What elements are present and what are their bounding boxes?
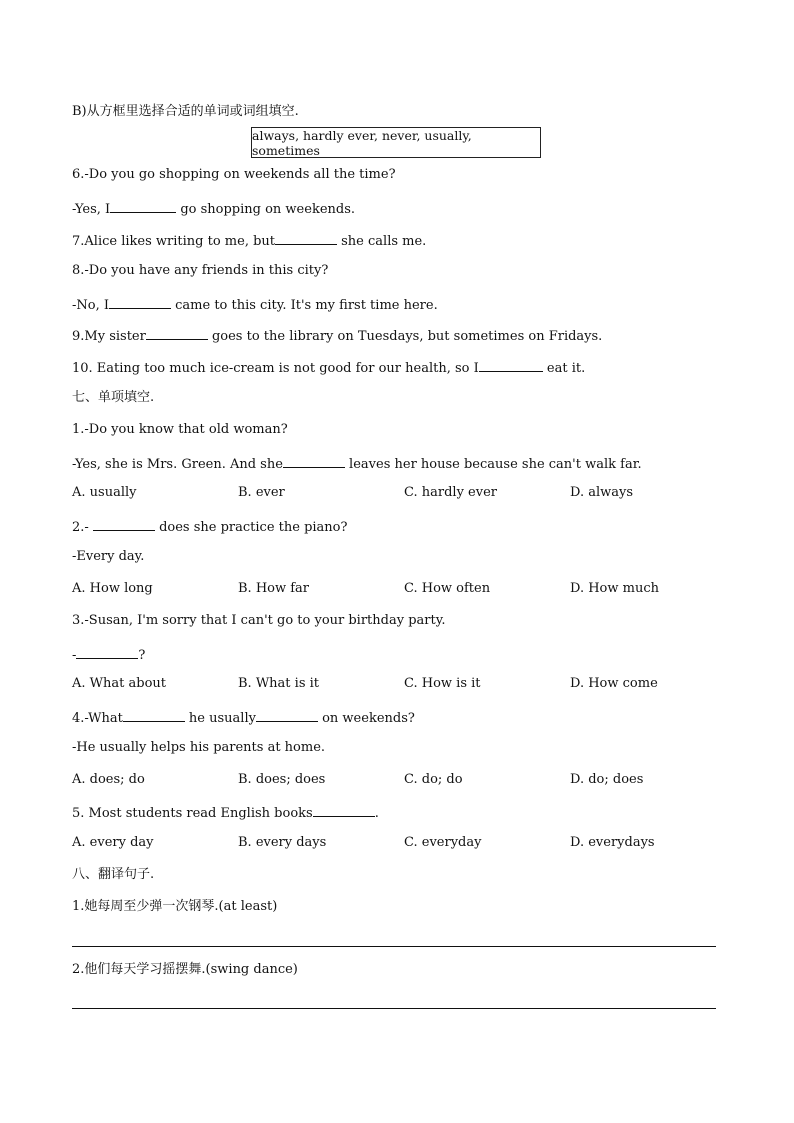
mc1-answer — [72, 454, 642, 473]
mc1-answer-pre: -Yes, she is Mrs. Green. And she — [72, 457, 283, 472]
q8-question: 8.-Do you have any friends in this city? — [72, 263, 329, 278]
q8-answer-pre: -No, I — [72, 298, 109, 313]
mc3-blank[interactable] — [76, 645, 138, 659]
mc4-option-d[interactable]: D. do; does — [570, 772, 644, 787]
mc3-option-d[interactable]: D. How come — [570, 676, 658, 691]
mc4-option-b[interactable]: B. does; does — [238, 772, 326, 787]
q7-post: she calls me. — [337, 234, 427, 249]
mc2-option-a[interactable]: A. How long — [72, 581, 153, 596]
word-box: always, hardly ever, never, usually, sometimes — [251, 127, 541, 158]
q9-post: goes to the library on Tuesdays, but sometimes on Fridays. — [207, 329, 603, 344]
q6-answer-pre: -Yes, I — [72, 202, 111, 217]
q6-answer-post: go shopping on weekends. — [176, 202, 356, 217]
q9-blank[interactable] — [146, 326, 208, 340]
mc4-blank-2[interactable] — [256, 708, 318, 722]
translate-q2-answer-line[interactable] — [72, 1008, 716, 1009]
mc3-answer — [72, 645, 145, 664]
translate-q1-answer-line[interactable] — [72, 946, 716, 947]
mc4-answer: -He usually helps his parents at home. — [72, 740, 326, 755]
mc1-answer-post: leaves her house because she can't walk far. — [344, 457, 642, 472]
mc1-option-d[interactable]: D. always — [570, 485, 634, 500]
q10-post: eat it. — [542, 361, 586, 376]
mc1-blank[interactable] — [283, 454, 345, 468]
mc2-option-c[interactable]: C. How often — [404, 581, 491, 596]
mc2-answer: -Every day. — [72, 549, 145, 564]
q9 — [72, 326, 602, 345]
mc5-question-pre: 5. Most students read English books — [72, 806, 313, 821]
q10 — [72, 358, 585, 377]
q7-blank[interactable] — [275, 231, 337, 245]
section-b-title: B)从方框里选择合适的单词或词组填空. — [72, 104, 299, 119]
mc4-blank-1[interactable] — [123, 708, 185, 722]
q6-answer — [72, 199, 355, 218]
mc4-option-a[interactable]: A. does; do — [72, 772, 145, 787]
q10-blank[interactable] — [479, 358, 543, 372]
mc1-question: 1.-Do you know that old woman? — [72, 422, 288, 437]
translate-q1: 1.她每周至少弹一次钢琴.(at least) — [72, 899, 278, 914]
mc2-blank[interactable] — [93, 517, 155, 531]
mc3-question: 3.-Susan, I'm sorry that I can't go to your birthday party. — [72, 613, 446, 628]
mc2-option-b[interactable]: B. How far — [238, 581, 310, 596]
section-7-title: 七、单项填空. — [72, 390, 155, 405]
mc5-option-d[interactable]: D. everydays — [570, 835, 655, 850]
mc5-option-b[interactable]: B. every days — [238, 835, 327, 850]
mc2-question-post: does she practice the piano? — [154, 520, 348, 535]
section-8-title: 八、翻译句子. — [72, 867, 155, 882]
q9-pre: 9.My sister — [72, 329, 146, 344]
mc4-option-c[interactable]: C. do; do — [404, 772, 463, 787]
mc1-option-b[interactable]: B. ever — [238, 485, 285, 500]
q6-blank[interactable] — [110, 199, 176, 213]
mc3-option-c[interactable]: C. How is it — [404, 676, 481, 691]
mc3-answer-pre: - — [72, 648, 77, 663]
mc1-option-c[interactable]: C. hardly ever — [404, 485, 497, 500]
translate-q2: 2.他们每天学习摇摆舞.(swing dance) — [72, 962, 298, 977]
mc5-question — [72, 803, 379, 822]
mc5-blank[interactable] — [313, 803, 375, 817]
q7-pre: 7.Alice likes writing to me, but — [72, 234, 275, 249]
q8-blank[interactable] — [109, 295, 171, 309]
mc4-question-pre: 4.-What — [72, 711, 123, 726]
q8-answer — [72, 295, 438, 314]
q10-pre: 10. Eating too much ice-cream is not good for our health, so I — [72, 361, 479, 376]
mc5-option-a[interactable]: A. every day — [72, 835, 154, 850]
q6-question: 6.-Do you go shopping on weekends all the time? — [72, 167, 396, 182]
mc1-option-a[interactable]: A. usually — [72, 485, 137, 500]
mc2-question-pre: 2.- — [72, 520, 93, 535]
mc4-question — [72, 708, 415, 727]
mc4-question-mid: he usually — [184, 711, 256, 726]
q8-answer-post: came to this city. It's my first time here. — [171, 298, 438, 313]
mc3-option-b[interactable]: B. What is it — [238, 676, 320, 691]
mc4-question-post: on weekends? — [317, 711, 415, 726]
q7 — [72, 231, 426, 250]
mc3-option-a[interactable]: A. What about — [72, 676, 166, 691]
mc5-option-c[interactable]: C. everyday — [404, 835, 482, 850]
mc2-question — [72, 517, 347, 536]
mc5-question-post: . — [374, 806, 379, 821]
mc3-answer-post: ? — [138, 648, 146, 663]
mc2-option-d[interactable]: D. How much — [570, 581, 660, 596]
